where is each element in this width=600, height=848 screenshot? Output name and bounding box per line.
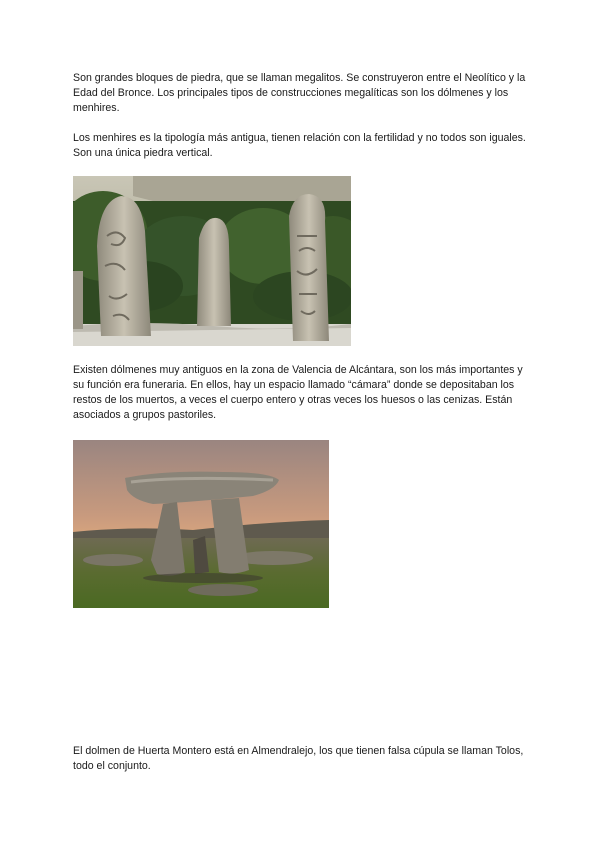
paragraph-dolmenes: Existen dólmenes muy antiguos en la zona de Valencia de Alcántara, son los más importantes y su función era funeraria. En ellos, hay un espacio llamado “cámara” donde se depositaban los restos de los muertos, a veces el cuerpo entero y otras veces los huesos o las cenizas. Están asociados a grupos pastoriles. [73, 364, 523, 421]
menhirs-photo [73, 176, 351, 346]
paragraph-menhires: Los menhires es la tipología más antigua, tienen relación con la fertilidad y no todos son iguales. Son una única piedra vertical. [73, 132, 526, 159]
paragraph-megalitos: Son grandes bloques de piedra, que se llaman megalitos. Se construyeron entre el Neolítico y la Edad del Bronce. Los principales tipos de construcciones megalíticas son los dólmenes y los menhires. [73, 72, 526, 114]
paragraph-huerta-montero: El dolmen de Huerta Montero está en Almendralejo, los que tienen falsa cúpula se llaman Tolos, todo el conjunto. [73, 745, 524, 772]
dolmen-photo [73, 440, 329, 608]
